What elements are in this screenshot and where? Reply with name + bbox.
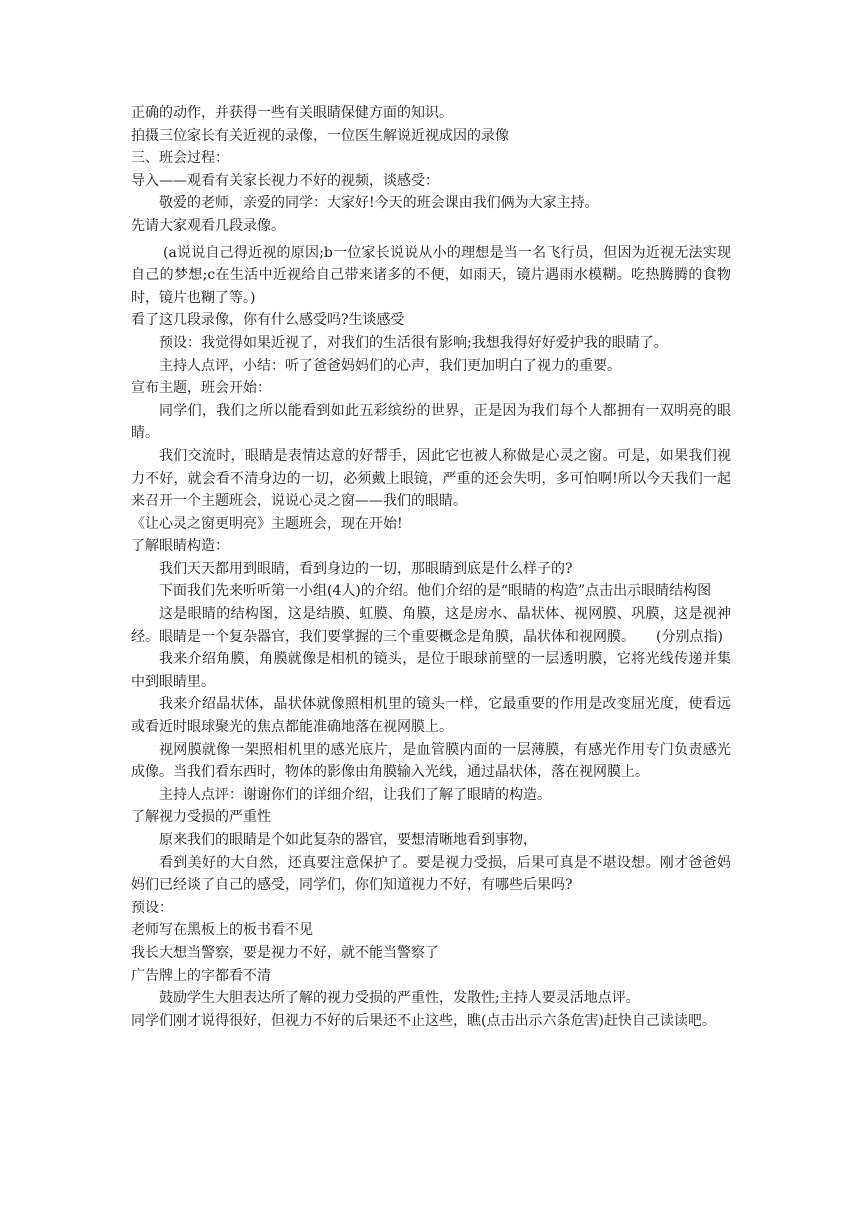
paragraph-14: 了解眼睛构造： bbox=[131, 538, 229, 555]
paragraph-11: 同学们，我们之所以能看到如此五彩缤纷的世界，正是因为我们每个人都拥有一双明亮的眼睛。 bbox=[131, 402, 731, 442]
paragraph-16: 下面我们先来听听第一小组(4人)的介绍。他们介绍的是“眼睛的构造”点击出示眼睛结构图 bbox=[159, 583, 712, 600]
paragraph-4: 敬爱的老师，亲爱的同学：大家好!今天的班会课由我们俩为大家主持。 bbox=[159, 195, 599, 212]
paragraph-26: 老师写在黑板上的板书看不见 bbox=[131, 922, 313, 939]
paragraph-28: 广告牌上的字都看不清 bbox=[131, 967, 271, 984]
paragraph-10: 宣布主题，班会开始： bbox=[131, 380, 271, 397]
paragraph-7: 看了这几段录像，你有什么感受吗?生谈感受 bbox=[131, 312, 405, 329]
document-page bbox=[131, 102, 731, 1032]
paragraph-6: (a说说自己得近视的原因;b一位家长说说从小的理想是当一名飞行员，但因为近视无法实现自己的梦想;c在生活中近视给自己带来诸多的不便，如雨天，镜片遇雨水模糊。吃热腾腾的食物时，镜片也糊了等。) bbox=[131, 244, 731, 306]
paragraph-24: 看到美好的大自然，还真要注意保护了。要是视力受损，后果可真是不堪设想。刚才爸爸妈妈们已经谈了自己的感受，同学们，你们知道视力不好，有哪些后果吗? bbox=[131, 854, 731, 894]
paragraph-13: 《让心灵之窗更明亮》主题班会，现在开始! bbox=[131, 515, 403, 532]
paragraph-22: 了解视力受损的严重性 bbox=[131, 809, 271, 826]
paragraph-30: 同学们刚才说得很好，但视力不好的后果还不止这些，瞧(点击出示六条危害)赶快自己读读吧。 bbox=[131, 1012, 716, 1029]
paragraph-5: 先请大家观看几段录像。 bbox=[131, 217, 285, 234]
paragraph-18: 我来介绍角膜，角膜就像是相机的镜头，是位于眼球前壁的一层透明膜，它将光线传递并集中到眼睛里。 bbox=[131, 651, 731, 690]
paragraph-8: 预设：我觉得如果近视了，对我们的生活很有影响;我想我得好好爱护我的眼睛了。 bbox=[159, 334, 668, 351]
paragraph-2: 三、班会过程： bbox=[131, 150, 229, 167]
paragraph-0: 正确的动作，并获得一些有关眼睛保健方面的知识。 bbox=[131, 105, 453, 121]
paragraph-20: 视网膜就像一架照相机里的感光底片，是血管膜内面的一层薄膜，有感光作用专门负责感光成像。当我们看东西时，物体的影像由角膜输入光线，通过晶状体，落在视网膜上。 bbox=[131, 741, 731, 781]
paragraph-25: 预设： bbox=[131, 899, 173, 916]
paragraph-29: 鼓励学生大胆表达所了解的视力受损的严重性，发散性;主持人要灵活地点评。 bbox=[159, 990, 640, 1007]
paragraph-21: 主持人点评：谢谢你们的详细介绍，让我们了解了眼睛的构造。 bbox=[159, 786, 551, 803]
paragraph-27: 我长大想当警察，要是视力不好，就不能当警察了 bbox=[131, 944, 439, 961]
paragraph-1: 拍摄三位家长有关近视的录像，一位医生解说近视成因的录像 bbox=[131, 127, 509, 144]
paragraph-17: 这是眼睛的结构图，这是结膜、虹膜、角膜，这是房水、晶状体、视网膜、巩膜，这是视神经。眼睛是一个复杂器官，我们要掌握的三个重要概念是角膜，晶状体和视网膜。 (分别点指) bbox=[131, 606, 731, 645]
paragraph-15: 我们天天都用到眼睛，看到身边的一切，那眼睛到底是什么样子的? bbox=[159, 560, 573, 577]
paragraph-19: 我来介绍晶状体，晶状体就像照相机里的镜头一样，它最重要的作用是改变屈光度，使看远或看近时眼球聚光的焦点都能准确地落在视网膜上。 bbox=[131, 696, 731, 736]
paragraph-3: 导入——观看有关家长视力不好的视频，谈感受： bbox=[131, 172, 439, 189]
paragraph-9: 主持人点评，小结：听了爸爸妈妈们的心声，我们更加明白了视力的重要。 bbox=[159, 357, 621, 374]
paragraph-12: 我们交流时，眼睛是表情达意的好帮手，因此它也被人称做是心灵之窗。可是，如果我们视力不好，就会看不清身边的一切，必须戴上眼镜，严重的还会失明，多可怕啊!所以今天我们一起来召开一个主题班会，说说心灵之窗——我们的眼睛。 bbox=[131, 447, 731, 510]
paragraph-23: 原来我们的眼睛是个如此复杂的器官，要想清晰地看到事物， bbox=[159, 832, 537, 848]
